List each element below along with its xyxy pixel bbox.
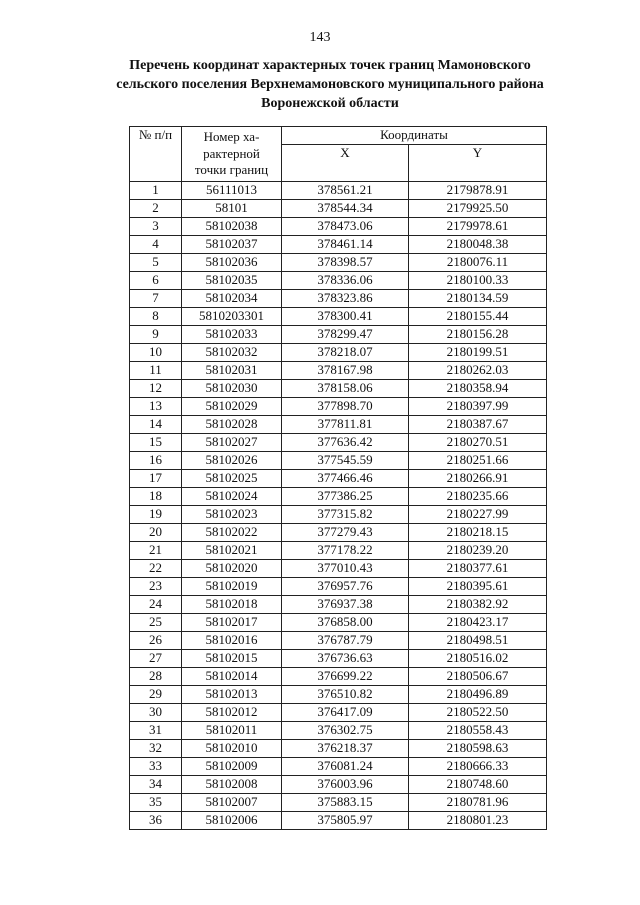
table-row <box>130 560 547 578</box>
cell-number: 25 <box>130 614 182 632</box>
cell-x: 376736.63 <box>282 650 409 668</box>
cell-x: 376957.76 <box>282 578 409 596</box>
cell-x: 376858.00 <box>282 614 409 632</box>
cell-point-number: 58102009 <box>182 758 282 776</box>
cell-point-number: 58102018 <box>182 596 282 614</box>
cell-x: 377466.46 <box>282 470 409 488</box>
cell-x: 376218.37 <box>282 740 409 758</box>
cell-y: 2180387.67 <box>409 416 547 434</box>
cell-x: 378336.06 <box>282 272 409 290</box>
cell-x: 378473.06 <box>282 218 409 236</box>
table-row <box>130 326 547 344</box>
cell-y: 2180498.51 <box>409 632 547 650</box>
table-row <box>130 686 547 704</box>
cell-number: 16 <box>130 452 182 470</box>
cell-point-number: 58102027 <box>182 434 282 452</box>
cell-number: 11 <box>130 362 182 380</box>
title-line: сельского поселения Верхнемамоновского муниципального района <box>116 77 544 92</box>
page-number: 143 <box>309 30 331 45</box>
cell-x: 377178.22 <box>282 542 409 560</box>
table-row <box>130 614 547 632</box>
cell-point-number: 58102007 <box>182 794 282 812</box>
cell-y: 2180382.92 <box>409 596 547 614</box>
cell-y: 2180496.89 <box>409 686 547 704</box>
cell-y: 2180423.17 <box>409 614 547 632</box>
table-row <box>130 416 547 434</box>
header-x: X <box>282 145 409 182</box>
cell-y: 2180558.43 <box>409 722 547 740</box>
table-row <box>130 290 547 308</box>
cell-number: 13 <box>130 398 182 416</box>
cell-y: 2180048.38 <box>409 236 547 254</box>
cell-point-number: 58102035 <box>182 272 282 290</box>
cell-number: 34 <box>130 776 182 794</box>
cell-number: 14 <box>130 416 182 434</box>
cell-y: 2180506.67 <box>409 668 547 686</box>
cell-number: 9 <box>130 326 182 344</box>
cell-point-number: 58102006 <box>182 812 282 830</box>
cell-number: 15 <box>130 434 182 452</box>
table-row <box>130 398 547 416</box>
cell-number: 1 <box>130 182 182 200</box>
cell-number: 17 <box>130 470 182 488</box>
table-row <box>130 506 547 524</box>
cell-x: 378218.07 <box>282 344 409 362</box>
cell-point-number: 58102019 <box>182 578 282 596</box>
cell-point-number: 58102034 <box>182 290 282 308</box>
cell-y: 2180239.20 <box>409 542 547 560</box>
table-row <box>130 758 547 776</box>
cell-point-number: 58102036 <box>182 254 282 272</box>
cell-x: 378299.47 <box>282 326 409 344</box>
cell-y: 2180076.11 <box>409 254 547 272</box>
cell-point-number: 58102017 <box>182 614 282 632</box>
document-title <box>100 56 560 113</box>
cell-x: 377315.82 <box>282 506 409 524</box>
table-row <box>130 704 547 722</box>
table-row <box>130 308 547 326</box>
cell-x: 378300.41 <box>282 308 409 326</box>
cell-number: 30 <box>130 704 182 722</box>
cell-y: 2179878.91 <box>409 182 547 200</box>
cell-y: 2180155.44 <box>409 308 547 326</box>
table-row <box>130 452 547 470</box>
cell-y: 2180395.61 <box>409 578 547 596</box>
table-row <box>130 344 547 362</box>
cell-point-number: 58102025 <box>182 470 282 488</box>
cell-x: 378544.34 <box>282 200 409 218</box>
cell-point-number: 58102013 <box>182 686 282 704</box>
table-row <box>130 650 547 668</box>
cell-number: 6 <box>130 272 182 290</box>
cell-y: 2180251.66 <box>409 452 547 470</box>
cell-point-number: 58102029 <box>182 398 282 416</box>
cell-number: 4 <box>130 236 182 254</box>
table-row <box>130 236 547 254</box>
cell-number: 18 <box>130 488 182 506</box>
cell-x: 377811.81 <box>282 416 409 434</box>
cell-point-number: 58102022 <box>182 524 282 542</box>
cell-number: 33 <box>130 758 182 776</box>
cell-y: 2180397.99 <box>409 398 547 416</box>
table-row <box>130 272 547 290</box>
cell-x: 377010.43 <box>282 560 409 578</box>
cell-x: 376003.96 <box>282 776 409 794</box>
cell-number: 28 <box>130 668 182 686</box>
cell-number: 32 <box>130 740 182 758</box>
table-row <box>130 362 547 380</box>
cell-y: 2180270.51 <box>409 434 547 452</box>
header-point-line: Номер ха- <box>203 129 260 145</box>
coordinates-table <box>129 126 547 830</box>
cell-point-number: 58102028 <box>182 416 282 434</box>
cell-y: 2180262.03 <box>409 362 547 380</box>
cell-point-number: 58102021 <box>182 542 282 560</box>
header-point-line: точки границ <box>194 162 269 178</box>
cell-point-number: 58102010 <box>182 740 282 758</box>
cell-x: 375883.15 <box>282 794 409 812</box>
table-row <box>130 596 547 614</box>
cell-y: 2180156.28 <box>409 326 547 344</box>
title-line: Перечень координат характерных точек границ Мамоновского <box>129 58 531 73</box>
title-line: Воронежской области <box>261 96 399 111</box>
cell-y: 2180748.60 <box>409 776 547 794</box>
cell-number: 31 <box>130 722 182 740</box>
cell-x: 377636.42 <box>282 434 409 452</box>
cell-number: 10 <box>130 344 182 362</box>
cell-y: 2179978.61 <box>409 218 547 236</box>
cell-x: 377898.70 <box>282 398 409 416</box>
header-coordinates: Координаты <box>282 127 547 145</box>
cell-point-number: 58102033 <box>182 326 282 344</box>
cell-y: 2180666.33 <box>409 758 547 776</box>
cell-point-number: 56111013 <box>182 182 282 200</box>
table-row <box>130 668 547 686</box>
cell-number: 7 <box>130 290 182 308</box>
table-row <box>130 524 547 542</box>
cell-point-number: 58102037 <box>182 236 282 254</box>
cell-y: 2180801.23 <box>409 812 547 830</box>
cell-number: 35 <box>130 794 182 812</box>
table-row <box>130 200 547 218</box>
cell-y: 2180522.50 <box>409 704 547 722</box>
cell-x: 375805.97 <box>282 812 409 830</box>
cell-y: 2180516.02 <box>409 650 547 668</box>
cell-x: 376937.38 <box>282 596 409 614</box>
cell-number: 23 <box>130 578 182 596</box>
cell-number: 22 <box>130 560 182 578</box>
cell-x: 376510.82 <box>282 686 409 704</box>
table-row <box>130 776 547 794</box>
cell-y: 2180781.96 <box>409 794 547 812</box>
table-row <box>130 470 547 488</box>
cell-number: 27 <box>130 650 182 668</box>
cell-y: 2180598.63 <box>409 740 547 758</box>
cell-x: 377545.59 <box>282 452 409 470</box>
cell-point-number: 5810203301 <box>182 308 282 326</box>
cell-x: 378561.21 <box>282 182 409 200</box>
cell-point-number: 58102015 <box>182 650 282 668</box>
cell-x: 376302.75 <box>282 722 409 740</box>
header-number: № п/п <box>130 127 182 182</box>
cell-x: 376699.22 <box>282 668 409 686</box>
cell-number: 8 <box>130 308 182 326</box>
cell-number: 5 <box>130 254 182 272</box>
table-row <box>130 722 547 740</box>
table-row <box>130 218 547 236</box>
cell-point-number: 58102030 <box>182 380 282 398</box>
cell-x: 378461.14 <box>282 236 409 254</box>
cell-point-number: 58102024 <box>182 488 282 506</box>
cell-x: 378158.06 <box>282 380 409 398</box>
cell-point-number: 58102026 <box>182 452 282 470</box>
header-point-line: рактерной <box>203 145 260 161</box>
cell-point-number: 58102008 <box>182 776 282 794</box>
table-row <box>130 542 547 560</box>
table-row <box>130 794 547 812</box>
table-row <box>130 488 547 506</box>
table-row <box>130 632 547 650</box>
cell-number: 36 <box>130 812 182 830</box>
cell-number: 19 <box>130 506 182 524</box>
table-row <box>130 254 547 272</box>
cell-number: 12 <box>130 380 182 398</box>
cell-point-number: 58102023 <box>182 506 282 524</box>
cell-point-number: 58102014 <box>182 668 282 686</box>
table-row <box>130 740 547 758</box>
cell-point-number: 58102032 <box>182 344 282 362</box>
cell-y: 2180134.59 <box>409 290 547 308</box>
cell-number: 24 <box>130 596 182 614</box>
cell-y: 2180227.99 <box>409 506 547 524</box>
cell-number: 3 <box>130 218 182 236</box>
cell-y: 2180377.61 <box>409 560 547 578</box>
table-row <box>130 812 547 830</box>
cell-x: 377386.25 <box>282 488 409 506</box>
header-point-number <box>182 127 282 182</box>
cell-number: 20 <box>130 524 182 542</box>
cell-number: 26 <box>130 632 182 650</box>
cell-number: 29 <box>130 686 182 704</box>
cell-y: 2180266.91 <box>409 470 547 488</box>
cell-x: 378167.98 <box>282 362 409 380</box>
cell-x: 378398.57 <box>282 254 409 272</box>
cell-x: 376081.24 <box>282 758 409 776</box>
cell-number: 2 <box>130 200 182 218</box>
header-y: Y <box>409 145 547 182</box>
cell-y: 2180218.15 <box>409 524 547 542</box>
table-row <box>130 182 547 200</box>
cell-point-number: 58102016 <box>182 632 282 650</box>
cell-point-number: 58102020 <box>182 560 282 578</box>
cell-x: 376417.09 <box>282 704 409 722</box>
cell-y: 2180358.94 <box>409 380 547 398</box>
cell-point-number: 58101 <box>182 200 282 218</box>
cell-y: 2180199.51 <box>409 344 547 362</box>
cell-y: 2179925.50 <box>409 200 547 218</box>
cell-number: 21 <box>130 542 182 560</box>
cell-x: 377279.43 <box>282 524 409 542</box>
table-row <box>130 434 547 452</box>
table-row <box>130 380 547 398</box>
cell-point-number: 58102012 <box>182 704 282 722</box>
cell-y: 2180235.66 <box>409 488 547 506</box>
cell-point-number: 58102038 <box>182 218 282 236</box>
cell-point-number: 58102031 <box>182 362 282 380</box>
cell-y: 2180100.33 <box>409 272 547 290</box>
cell-x: 378323.86 <box>282 290 409 308</box>
table-row <box>130 578 547 596</box>
cell-point-number: 58102011 <box>182 722 282 740</box>
cell-x: 376787.79 <box>282 632 409 650</box>
table-body <box>130 182 547 830</box>
